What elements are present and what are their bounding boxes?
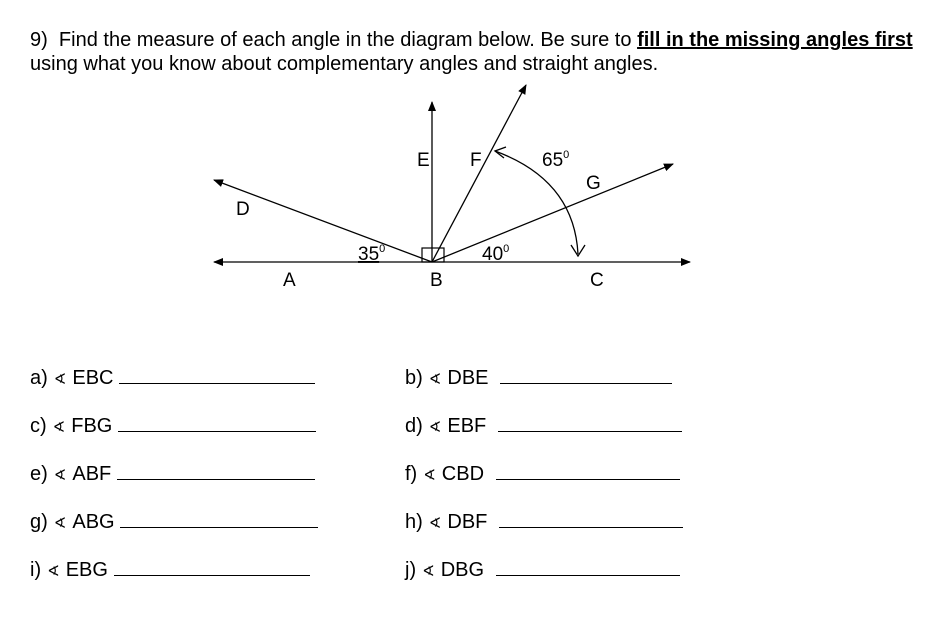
answer-blank[interactable] <box>496 557 680 576</box>
angle-icon: ∢ <box>422 563 435 580</box>
angle-icon: ∢ <box>53 515 67 532</box>
angle-icon: ∢ <box>53 467 67 484</box>
answer-blank[interactable] <box>119 365 315 384</box>
ray-bf <box>432 85 526 262</box>
point-label-g: G <box>586 173 601 194</box>
angle-icon: ∢ <box>428 515 442 532</box>
angle-arc-fbc <box>495 151 578 254</box>
question-item-f: f) ∢ CBD <box>405 461 680 488</box>
answer-blank[interactable] <box>499 509 683 528</box>
angle-icon: ∢ <box>52 419 66 436</box>
angle-label-65: $65^0$ <box>542 149 570 171</box>
angle-icon: ∢ <box>428 371 442 388</box>
point-label-e: E <box>417 150 430 171</box>
angle-icon: ∢ <box>428 419 442 436</box>
answer-blank[interactable] <box>498 413 682 432</box>
question-number: 9) <box>30 29 48 51</box>
answer-blank[interactable] <box>496 461 680 480</box>
question-item-g: g) ∢ ABG <box>30 509 318 536</box>
point-label-c: C <box>590 270 604 291</box>
question-conclusion: using what you know about complementary angles and straight angles. <box>30 53 659 75</box>
question-item-d: d) ∢ EBF <box>405 413 682 440</box>
ray-bg <box>432 164 673 262</box>
point-label-f: F <box>470 150 482 171</box>
question-item-b: b) ∢ DBE <box>405 365 672 392</box>
point-label-a: A <box>283 270 296 291</box>
question-item-c: c) ∢ FBG <box>30 413 316 440</box>
ray-bd <box>214 180 432 262</box>
answer-blank[interactable] <box>117 461 315 480</box>
question-emphasis: fill in the missing angles first <box>637 29 913 51</box>
answer-blank[interactable] <box>118 413 316 432</box>
answer-blank[interactable] <box>120 509 318 528</box>
angle-icon: ∢ <box>423 467 436 484</box>
answer-blank[interactable] <box>500 365 672 384</box>
angle-label-35: $35^0$ <box>358 243 386 265</box>
angle-icon: ∢ <box>47 563 60 580</box>
question-item-j: j) ∢ DBG <box>405 557 680 584</box>
question-item-i: i) ∢ EBG <box>30 557 310 584</box>
question-item-e: e) ∢ ABF <box>30 461 315 488</box>
point-label-b: B <box>430 270 443 291</box>
question-item-h: h) ∢ DBF <box>405 509 683 536</box>
question-item-a: a) ∢ EBC <box>30 365 315 392</box>
angle-label-40: $40^0$ <box>482 243 510 265</box>
answer-blank[interactable] <box>114 557 310 576</box>
angle-icon: ∢ <box>53 371 67 388</box>
point-label-d: D <box>236 199 250 220</box>
question-intro: Find the measure of each angle in the diagram below. Be sure to <box>58 29 632 51</box>
